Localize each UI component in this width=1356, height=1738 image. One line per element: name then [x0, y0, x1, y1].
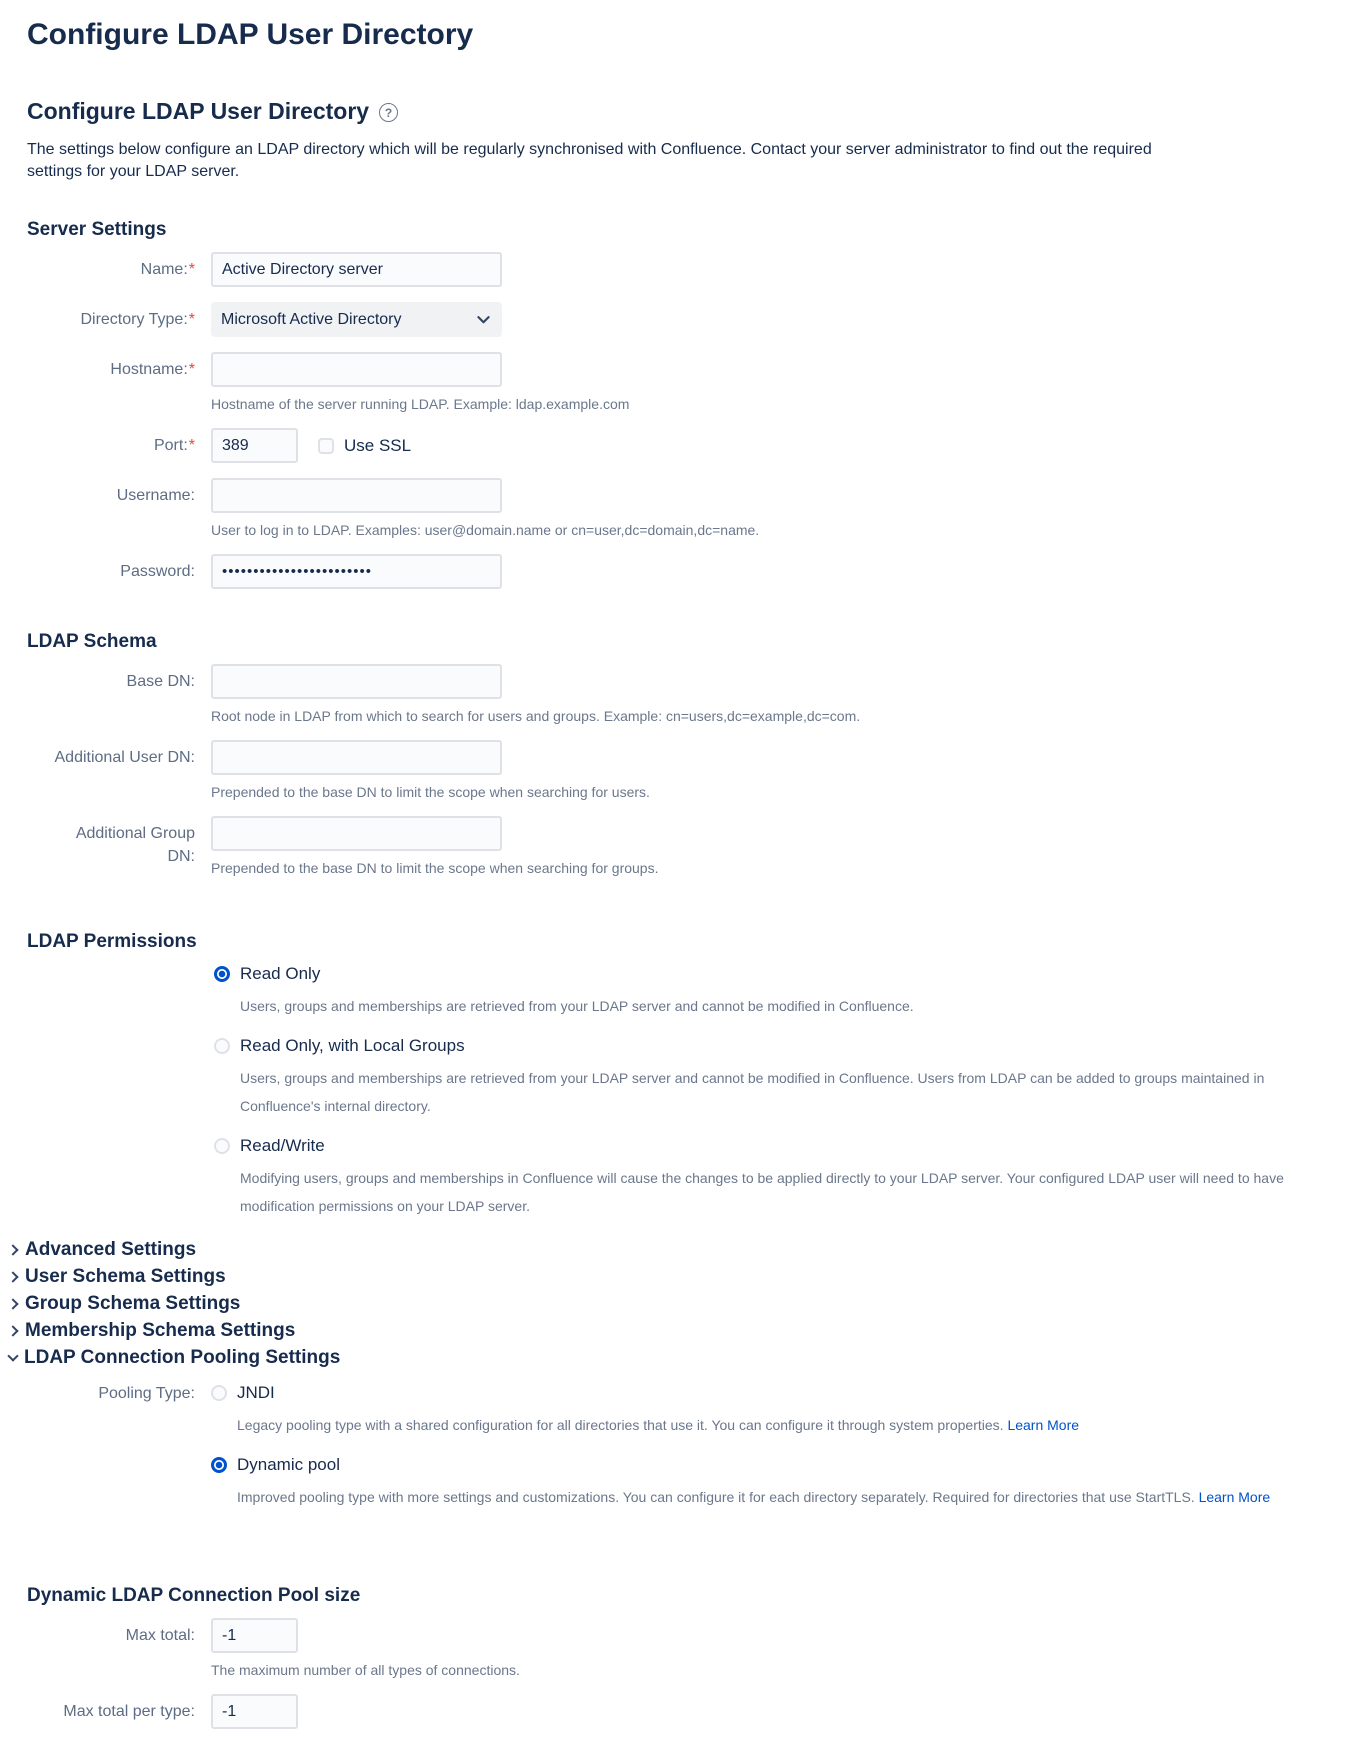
hostname-input[interactable] [211, 352, 502, 387]
collapsible-sections [9, 1236, 1329, 1371]
additional-user-dn-label: Additional User DN: [54, 749, 195, 766]
password-input[interactable] [211, 554, 502, 589]
chevron-right-icon [7, 1298, 18, 1309]
form-row-hostname [27, 352, 1329, 413]
directory-type-label: Directory Type:* [80, 311, 195, 328]
pooling-option-jndi[interactable]: JNDI [211, 1383, 1270, 1403]
name-input[interactable] [211, 252, 502, 287]
additional-group-dn-help: Prepended to the base DN to limit the scope when searching for groups. [211, 860, 659, 876]
required-asterisk: * [188, 311, 195, 328]
pooling-jndi-help: Legacy pooling type with a shared configuration for all directories that use it. You can configure it through system properties. Learn More [237, 1417, 1080, 1433]
pooling-type-label: Pooling Type: [98, 1385, 195, 1402]
permission-read-write-help: Modifying users, groups and memberships in Confluence will cause the changes to be applied directly to your LDAP server. Your configured LDAP user will need to have modification permissions on your LDAP server. [240, 1170, 1284, 1214]
pooling-option-dynamic-pool[interactable]: Dynamic pool [211, 1455, 1270, 1475]
permission-option-read-write[interactable]: Read/Write [214, 1136, 1329, 1156]
radio-selected-icon[interactable] [214, 966, 230, 982]
form-heading: Configure LDAP User Directory [27, 98, 370, 124]
chevron-down-icon [475, 311, 492, 328]
permission-option-read-only-local-groups[interactable]: Read Only, with Local Groups [214, 1036, 1329, 1056]
hostname-help: Hostname of the server running LDAP. Example: ldap.example.com [211, 396, 630, 412]
pooling-dynamic-help: Improved pooling type with more settings and customizations. You can configure it for each directory separately. Required for directories that use StartTLS. Learn More [237, 1489, 1271, 1505]
section-toggle-ldap-connection-pooling-settings[interactable]: LDAP Connection Pooling Settings [9, 1344, 1329, 1371]
section-heading-ldap-schema: LDAP Schema [27, 631, 157, 652]
form-row-additional-group-dn [27, 816, 1329, 877]
additional-user-dn-input[interactable] [211, 740, 502, 775]
section-toggle-advanced-settings[interactable]: Advanced Settings [9, 1236, 1329, 1263]
required-asterisk: * [188, 261, 195, 278]
form-row-additional-user-dn [27, 740, 1329, 801]
required-asterisk: * [188, 437, 195, 454]
section-toggle-group-schema-settings[interactable]: Group Schema Settings [9, 1290, 1329, 1317]
form-row-max-total [27, 1618, 1329, 1679]
max-total-per-type-input[interactable] [211, 1694, 298, 1729]
additional-user-dn-help: Prepended to the base DN to limit the scope when searching for users. [211, 784, 650, 800]
section-toggle-user-schema-settings[interactable]: User Schema Settings [9, 1263, 1329, 1290]
username-input[interactable] [211, 478, 502, 513]
port-label: Port:* [153, 437, 195, 454]
form-row-directory-type [27, 302, 1329, 337]
additional-group-dn-input[interactable] [211, 816, 502, 851]
chevron-down-icon [7, 1350, 18, 1361]
directory-type-select[interactable] [211, 302, 502, 337]
directory-type-selected-value: Microsoft Active Directory [221, 310, 402, 328]
form-row-password [27, 554, 1329, 589]
use-ssl-label: Use SSL [344, 435, 412, 455]
form-row-name [27, 252, 1329, 287]
max-total-label: Max total: [125, 1627, 195, 1644]
dynamic-pool-learn-more-link[interactable]: Learn More [1198, 1489, 1271, 1505]
form-row-max-total-per-type [27, 1694, 1329, 1729]
radio-unselected-icon[interactable] [214, 1038, 230, 1054]
username-help: User to log in to LDAP. Examples: user@domain.name or cn=user,dc=domain,dc=name. [211, 522, 760, 538]
max-total-input[interactable] [211, 1618, 298, 1653]
form-row-pooling-type [27, 1383, 1329, 1527]
required-asterisk: * [188, 361, 195, 378]
max-total-help: The maximum number of all types of connections. [211, 1662, 520, 1678]
password-label: Password: [120, 563, 195, 580]
form-row-base-dn [27, 664, 1329, 725]
jndi-learn-more-link[interactable]: Learn More [1007, 1417, 1080, 1433]
additional-group-dn-label: Additional Group DN: [75, 825, 195, 865]
use-ssl-checkbox[interactable] [318, 438, 334, 454]
permission-option-read-only[interactable]: Read Only [214, 964, 1329, 984]
radio-selected-icon[interactable] [211, 1457, 227, 1473]
radio-unselected-icon[interactable] [211, 1385, 227, 1401]
section-heading-server-settings: Server Settings [27, 219, 167, 240]
form-row-username [27, 478, 1329, 539]
chevron-right-icon [7, 1244, 18, 1255]
radio-unselected-icon[interactable] [214, 1138, 230, 1154]
permission-read-only-local-groups-help: Users, groups and memberships are retrieved from your LDAP server and cannot be modified in Confluence. Users from LDAP can be added to groups maintained in Confluence's internal directory. [240, 1070, 1265, 1114]
pooling-type-radio-group [211, 1383, 1270, 1527]
hostname-label: Hostname:* [110, 361, 195, 378]
help-icon[interactable]: ? [379, 103, 398, 122]
page-title: Configure LDAP User Directory [27, 18, 474, 51]
port-input[interactable] [211, 428, 298, 463]
intro-text: The settings below configure an LDAP directory which will be regularly synchronised with Confluence. Contact your server administrator to find out the required settings for your LDAP server. [27, 141, 1152, 180]
section-heading-pool-size: Dynamic LDAP Connection Pool size [27, 1585, 361, 1606]
name-label: Name:* [140, 261, 195, 278]
base-dn-label: Base DN: [126, 673, 195, 690]
permission-read-only-help: Users, groups and memberships are retrieved from your LDAP server and cannot be modified in Confluence. [240, 998, 914, 1014]
section-heading-ldap-permissions: LDAP Permissions [27, 931, 197, 952]
base-dn-help: Root node in LDAP from which to search for users and groups. Example: cn=users,dc=example,dc=com. [211, 708, 861, 724]
base-dn-input[interactable] [211, 664, 502, 699]
chevron-right-icon [7, 1325, 18, 1336]
ldap-permissions-radio-group [214, 964, 1329, 1220]
form-row-port [27, 428, 1329, 463]
max-total-per-type-label: Max total per type: [63, 1703, 195, 1720]
section-toggle-membership-schema-settings[interactable]: Membership Schema Settings [9, 1317, 1329, 1344]
username-label: Username: [116, 487, 195, 504]
chevron-right-icon [7, 1271, 18, 1282]
form-heading-row [27, 98, 1329, 125]
use-ssl-option [318, 428, 411, 463]
